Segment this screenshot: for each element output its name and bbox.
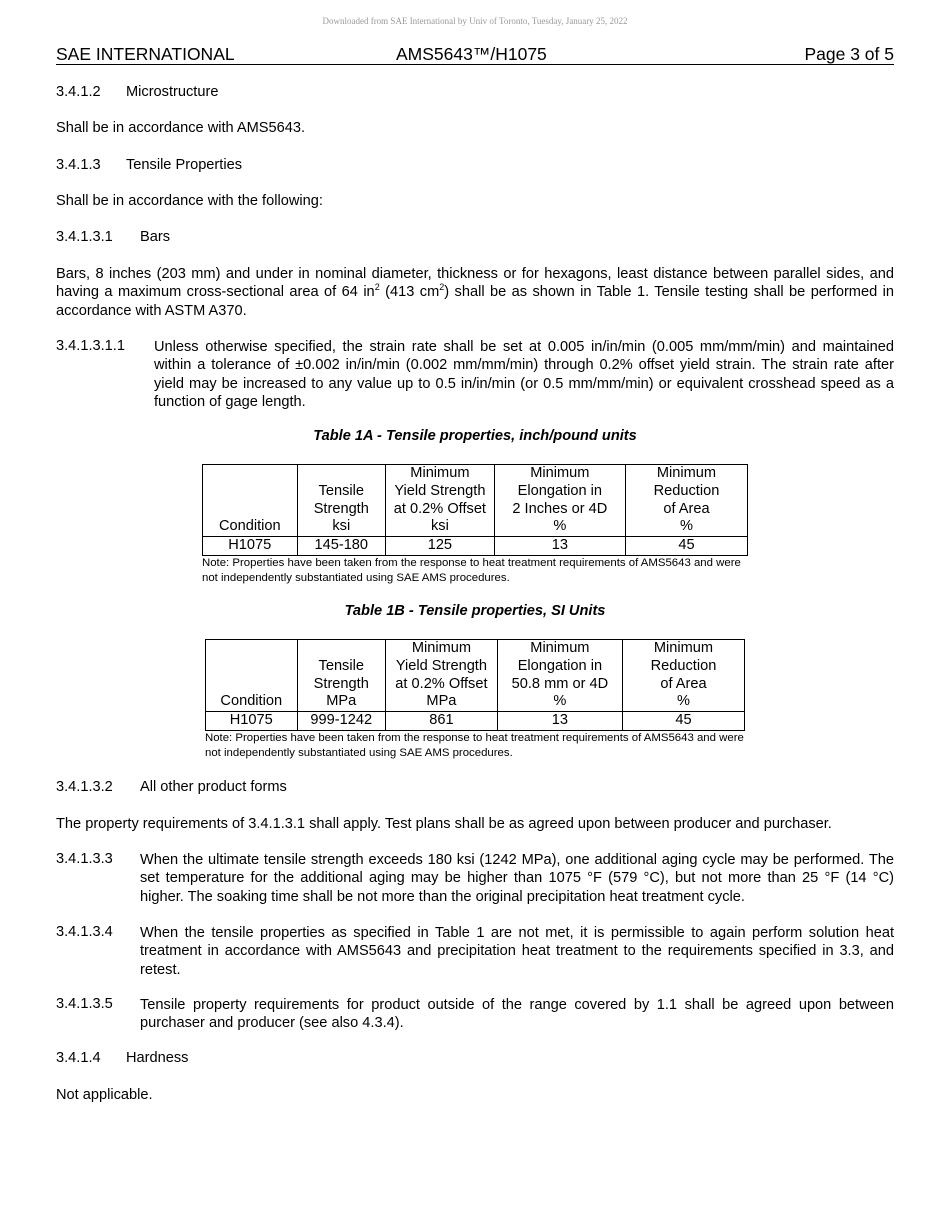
table-1b bbox=[205, 639, 745, 731]
header-org: SAE INTERNATIONAL bbox=[56, 44, 235, 64]
table-cell: 45 bbox=[622, 712, 744, 731]
header-line: Minimum bbox=[653, 640, 714, 657]
header-line: Tensile bbox=[318, 482, 364, 499]
header-line: at 0.2% Offset bbox=[395, 675, 488, 692]
section-title: Hardness bbox=[126, 1050, 189, 1066]
section-heading-3-4-1-3 bbox=[56, 157, 242, 173]
table-cell: 13 bbox=[497, 712, 622, 731]
table-cell: 13 bbox=[494, 537, 625, 556]
section-body: Not applicable. bbox=[56, 1087, 153, 1103]
header-line: Elongation in bbox=[517, 657, 603, 674]
table-1b-caption: Table 1B - Tensile properties, SI Units bbox=[344, 603, 606, 619]
header-line: Minimum bbox=[411, 640, 471, 657]
header-line: Yield Strength bbox=[395, 657, 487, 674]
section-body-retest: When the tensile properties as specified in Table 1 are not met, it is permissible to again perform solution heat treatment in accordance with AMS5643 and precipitation heat treatment to the requirements specified in 3.3, and retest. bbox=[140, 925, 894, 978]
table-cell: H1075 bbox=[203, 537, 298, 556]
header-line: Condition bbox=[220, 693, 283, 710]
header-cell bbox=[625, 465, 747, 537]
header-line: Minimum bbox=[410, 465, 470, 482]
table-1a-note: Note: Properties have been taken from the response to heat treatment requirements of AMS5643 and were not independently substantiated using SAE AMS procedures. bbox=[202, 557, 741, 584]
table-header-row bbox=[206, 640, 745, 712]
header-line: Minimum bbox=[530, 640, 590, 657]
header-line: of Area bbox=[663, 500, 710, 517]
header-line: ksi bbox=[430, 518, 449, 535]
section-body: Shall be in accordance with the following: bbox=[56, 193, 323, 209]
header-line: Condition bbox=[218, 518, 281, 535]
header-line: Minimum bbox=[656, 465, 717, 482]
header-cell bbox=[494, 465, 625, 537]
section-body-outside-range: Tensile property requirements for product outside of the range covered by 1.1 shall be agreed upon between purchaser and producer (see also 4.3.4). bbox=[140, 997, 894, 1032]
header-line: MPa bbox=[326, 693, 357, 710]
header-line: Elongation in bbox=[517, 482, 603, 499]
section-number-3-4-1-3-5: 3.4.1.3.5 bbox=[56, 996, 113, 1012]
header-page-number: Page 3 of 5 bbox=[804, 44, 894, 64]
section-body-bars bbox=[56, 265, 894, 320]
header-line: % bbox=[553, 693, 567, 710]
header-line: Reduction bbox=[653, 482, 720, 499]
header-line: ksi bbox=[332, 518, 351, 535]
table-1b-note: Note: Properties have been taken from the response to heat treatment requirements of AMS5643 and were not independently substantiated using SAE AMS procedures. bbox=[205, 732, 744, 759]
header-cell bbox=[622, 640, 744, 712]
page-header bbox=[56, 44, 894, 65]
table-row bbox=[203, 537, 748, 556]
table-1a-caption: Table 1A - Tensile properties, inch/pound units bbox=[313, 428, 637, 444]
section-number-3-4-1-3-3: 3.4.1.3.3 bbox=[56, 851, 113, 867]
header-line: Tensile bbox=[318, 657, 364, 674]
header-cell bbox=[203, 465, 298, 537]
section-title: Tensile Properties bbox=[126, 157, 242, 173]
header-line: Strength bbox=[313, 500, 369, 517]
header-line: % bbox=[553, 518, 567, 535]
section-body: The property requirements of 3.4.1.3.1 shall apply. Test plans shall be as agreed upon between producer and purchaser. bbox=[56, 816, 832, 832]
header-cell bbox=[497, 640, 622, 712]
header-line: 2 Inches or 4D bbox=[512, 500, 608, 517]
superscript: 2 bbox=[439, 282, 445, 293]
section-heading-3-4-1-3-1 bbox=[56, 229, 170, 245]
table-cell: H1075 bbox=[206, 712, 298, 731]
section-body: Shall be in accordance with AMS5643. bbox=[56, 120, 306, 136]
header-line: % bbox=[676, 693, 690, 710]
section-heading-3-4-1-3-2 bbox=[56, 779, 287, 795]
section-body-strain-rate: Unless otherwise specified, the strain rate shall be set at 0.005 in/in/min (0.005 mm/mm/min) and maintained within a tolerance of ±0.002 in/in/min (0.002 mm/mm/min) through 0.2% offset yield strain. The strain rate after yield may be increased to any value up to 0.5 in/in/min (or 0.5 mm/mm/min) or equivalent crosshead speed as a function of gage length. bbox=[154, 339, 894, 411]
header-line: Reduction bbox=[650, 657, 717, 674]
header-line: of Area bbox=[660, 675, 707, 692]
header-doc-number: AMS5643™/H1075 bbox=[396, 44, 547, 64]
section-title: All other product forms bbox=[140, 779, 287, 795]
section-body-aging: When the ultimate tensile strength exceeds 180 ksi (1242 MPa), one additional aging cycle may be performed. The set temperature for the additional aging may be higher than 1075 °F (579 °C), but not more than 25 °F (14 °C) higher. The soaking time shall be not more than the original precipitation heat treatment cycle. bbox=[140, 852, 894, 905]
table-1a bbox=[202, 464, 748, 556]
section-number: 3.4.1.4 bbox=[56, 1050, 101, 1066]
section-heading-3-4-1-2 bbox=[56, 84, 218, 100]
section-title: Microstructure bbox=[126, 84, 219, 100]
header-line: MPa bbox=[426, 693, 457, 710]
header-cell bbox=[206, 640, 298, 712]
table-cell: 861 bbox=[385, 712, 497, 731]
section-number: 3.4.1.3.1 bbox=[56, 229, 113, 245]
download-watermark: Downloaded from SAE International by Univ of Toronto, Tuesday, January 25, 2022 bbox=[322, 16, 628, 26]
text-run: ) shall be as shown in Table 1. Tensile testing shall be performed in accordance with ASTM A370. bbox=[56, 284, 894, 319]
header-cell bbox=[385, 640, 497, 712]
section-number: 3.4.1.2 bbox=[56, 84, 101, 100]
header-line: % bbox=[679, 518, 693, 535]
header-line: 50.8 mm or 4D bbox=[511, 675, 609, 692]
table-row bbox=[206, 712, 745, 731]
superscript: 2 bbox=[374, 282, 380, 293]
text-run: Bars, 8 inches (203 mm) and under in nominal diameter, thickness or for hexagons, least distance between parallel sides, and having a maximum cross-sectional area of 64 in bbox=[56, 266, 894, 301]
table-cell: 45 bbox=[625, 537, 747, 556]
section-title: Bars bbox=[140, 229, 171, 245]
header-cell bbox=[297, 640, 385, 712]
section-number-3-4-1-3-1-1: 3.4.1.3.1.1 bbox=[56, 338, 125, 354]
table-cell: 125 bbox=[386, 537, 495, 556]
header-line: Minimum bbox=[530, 465, 590, 482]
section-number: 3.4.1.3.2 bbox=[56, 779, 113, 795]
header-line: at 0.2% Offset bbox=[393, 500, 486, 517]
header-cell bbox=[297, 465, 385, 537]
table-cell: 999-1242 bbox=[297, 712, 385, 731]
header-line: Strength bbox=[313, 675, 369, 692]
header-cell bbox=[386, 465, 495, 537]
table-header-row bbox=[203, 465, 748, 537]
table-cell: 145-180 bbox=[297, 537, 385, 556]
header-line: Yield Strength bbox=[394, 482, 486, 499]
section-number-3-4-1-3-4: 3.4.1.3.4 bbox=[56, 924, 113, 940]
text-run: (413 cm bbox=[379, 284, 440, 301]
section-number: 3.4.1.3 bbox=[56, 157, 101, 173]
section-heading-3-4-1-4 bbox=[56, 1050, 188, 1066]
